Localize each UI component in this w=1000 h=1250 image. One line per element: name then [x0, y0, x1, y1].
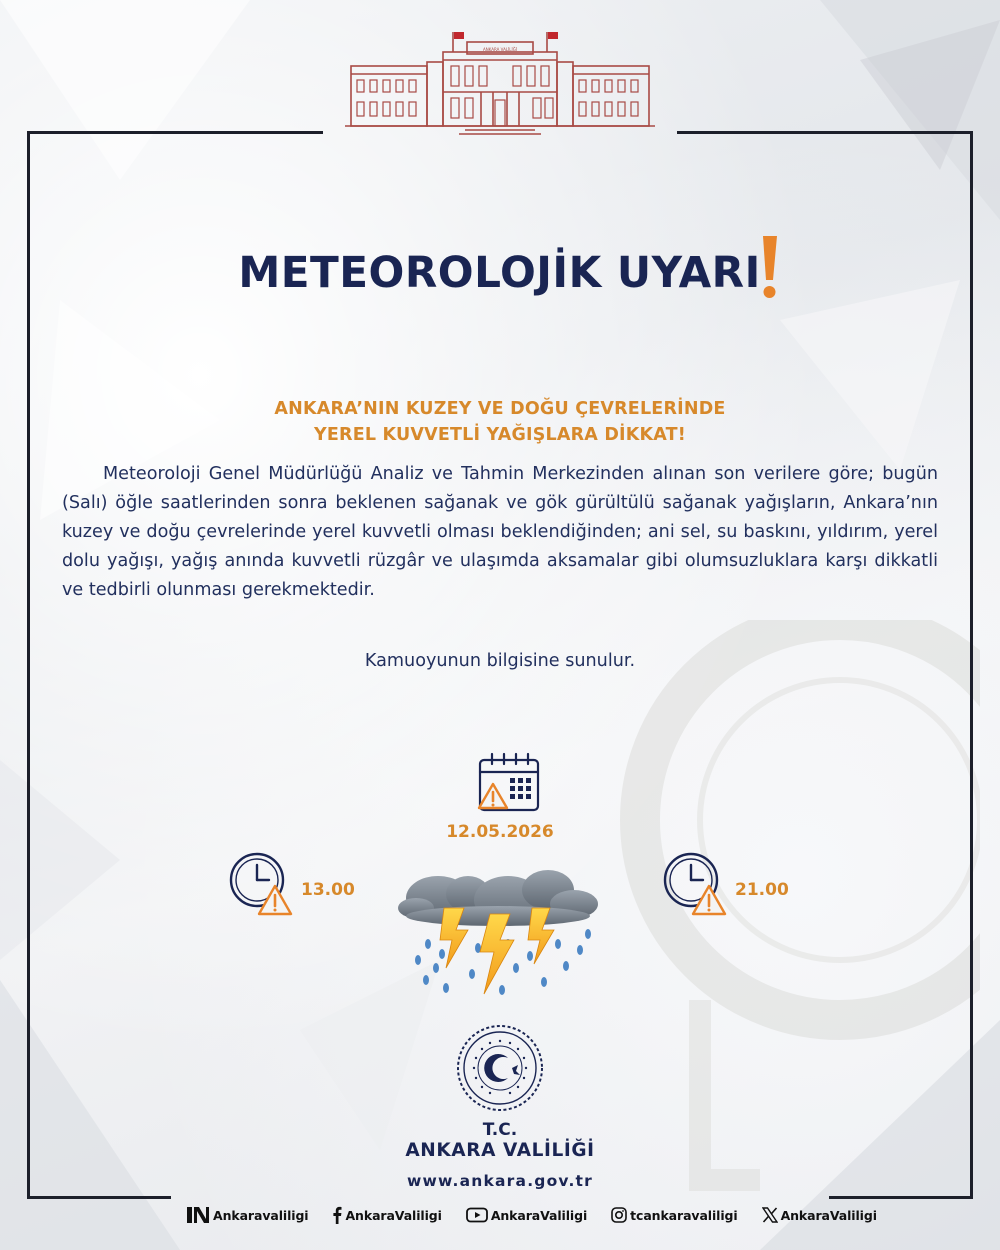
website-link[interactable]: www.ankara.gov.tr	[406, 1172, 594, 1190]
end-time: 21.00	[735, 880, 789, 900]
tc-label: T.C.	[482, 1120, 518, 1140]
institution-name: ANKARA VALİLİĞİ	[405, 1140, 595, 1161]
social-handle: AnkaraValiligi	[490, 1207, 588, 1223]
x-icon	[762, 1207, 778, 1223]
alert-date: 12.05.2026	[446, 822, 554, 842]
title-block	[0, 248, 1000, 298]
social-handle: AnkaraValiligi	[345, 1207, 442, 1223]
social-nsosyal[interactable]	[186, 1206, 308, 1224]
svg-text:ANKARA VALİLİĞİ: ANKARA VALİLİĞİ	[483, 47, 517, 52]
social-media-bar	[186, 1204, 877, 1226]
instagram-icon	[611, 1207, 627, 1223]
calendar-warning-icon	[476, 752, 542, 812]
thunderstorm-icon	[398, 864, 603, 1012]
subtitle-line-2: YEREL KUVVETLİ YAĞIŞLARA DİKKAT!	[314, 425, 686, 445]
alert-body-text: Meteoroloji Genel Müdürlüğü Analiz ve Tahmin Merkezinden alınan son verilere göre; bugün (Salı) öğle saatlerinden sonra beklenen sağanak ve gök gürültülü sağanak yağışların, Ankara’nın kuzey ve doğu çevrelerinde yerel kuvvetli olması beklendiğinden; ani sel, su baskını, yıldırım, yerel dolu yağışı, yağış anında kuvvetli rüzgâr ve ulaşımda aksamalar gibi olumsuzluklara karşı dikkatli ve tedbirli olunması gerekmektedir.	[62, 464, 938, 600]
exclamation-icon	[757, 236, 781, 302]
social-handle: AnkaraValiligi	[780, 1207, 877, 1223]
page-title: METEOROLOJİK UYARI	[238, 248, 762, 298]
social-handle: tcankaravaliligi	[630, 1207, 738, 1223]
social-facebook[interactable]	[332, 1206, 441, 1224]
social-x[interactable]	[762, 1207, 877, 1223]
closing-text: Kamuoyunun bilgisine sunulur.	[364, 651, 636, 671]
youtube-icon	[466, 1207, 488, 1223]
clock-warning-icon-end	[661, 852, 731, 920]
governorship-emblem-logo	[456, 1024, 544, 1112]
social-instagram[interactable]	[611, 1207, 737, 1223]
alert-subtitle	[0, 396, 1000, 448]
social-handle: Ankaravaliligi	[213, 1207, 309, 1223]
facebook-icon	[332, 1206, 342, 1224]
subtitle-line-1: ANKARA’NIN KUZEY VE DOĞU ÇEVRELERİNDE	[274, 399, 726, 419]
clock-warning-icon-start	[227, 852, 297, 920]
social-youtube[interactable]	[466, 1207, 587, 1223]
governorship-building-logo	[345, 22, 655, 140]
start-time: 13.00	[301, 880, 355, 900]
nsosyal-icon	[186, 1206, 210, 1224]
